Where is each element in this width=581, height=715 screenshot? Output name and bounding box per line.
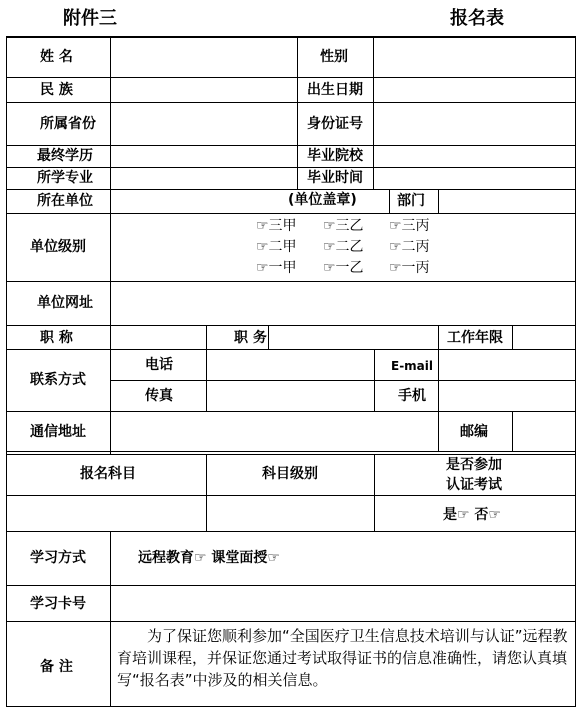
study-mode-options[interactable]: 远程教育☞ 课堂面授☞	[138, 550, 280, 566]
org-level-3b[interactable]: ☞三乙	[323, 218, 364, 234]
org-level-2a[interactable]: ☞二甲	[256, 239, 297, 255]
label-remarks: 备 注	[40, 659, 73, 675]
label-graduation-time: 毕业时间	[307, 170, 363, 186]
label-org-level: 单位级别	[30, 239, 86, 255]
label-phone: 电话	[145, 357, 173, 373]
label-department: 部门	[397, 193, 425, 209]
label-fax: 传真	[145, 388, 173, 404]
org-level-1a[interactable]: ☞一甲	[256, 260, 297, 276]
form-title: 报名表	[450, 8, 504, 29]
cert-exam-yes-no[interactable]: 是☞ 否☞	[443, 507, 501, 523]
label-org-website: 单位网址	[37, 295, 93, 311]
label-employer: 所在单位	[37, 193, 93, 209]
label-postcode: 邮编	[460, 424, 488, 440]
label-address: 通信地址	[30, 424, 86, 440]
annex-label: 附件三	[63, 8, 117, 29]
label-study-mode: 学习方式	[30, 550, 86, 566]
org-level-2c[interactable]: ☞二丙	[389, 239, 430, 255]
label-contact: 联系方式	[30, 372, 86, 388]
label-name: 姓 名	[40, 49, 73, 65]
label-graduated-school: 毕业院校	[307, 148, 363, 164]
label-ethnicity: 民 族	[40, 82, 73, 98]
org-level-3c[interactable]: ☞三丙	[389, 218, 430, 234]
label-birthdate: 出生日期	[307, 82, 363, 98]
label-title-rank: 职 称	[40, 330, 73, 346]
label-id-number: 身份证号	[307, 116, 363, 132]
label-cert-exam-line1: 是否参加	[446, 457, 502, 473]
label-mobile: 手机	[398, 388, 426, 404]
org-level-2b[interactable]: ☞二乙	[323, 239, 364, 255]
label-subject: 报名科目	[80, 466, 136, 482]
label-subject-level: 科目级别	[262, 466, 318, 482]
label-gender: 性别	[320, 49, 348, 65]
label-email: E-mail	[391, 359, 434, 373]
remarks-text: 为了保证您顺利参加“全国医疗卫生信息技术培训与认证”远程教育培训课程，并保证您通过考试取得证书的信息准确性，请您认真填写“报名表”中涉及的相关信息。	[117, 627, 568, 689]
label-work-years: 工作年限	[447, 330, 503, 346]
label-cert-exam-line2: 认证考试	[446, 477, 502, 493]
label-education: 最终学历	[37, 148, 93, 164]
org-level-1b[interactable]: ☞一乙	[323, 260, 364, 276]
label-province: 所属省份	[40, 116, 96, 132]
label-study-card: 学习卡号	[30, 596, 86, 612]
label-position: 职 务	[234, 330, 267, 346]
org-level-1c[interactable]: ☞一丙	[389, 260, 430, 276]
org-level-3a[interactable]: ☞三甲	[256, 218, 297, 234]
label-major: 所学专业	[37, 170, 93, 186]
seal-note: (单位盖章)	[288, 192, 357, 208]
